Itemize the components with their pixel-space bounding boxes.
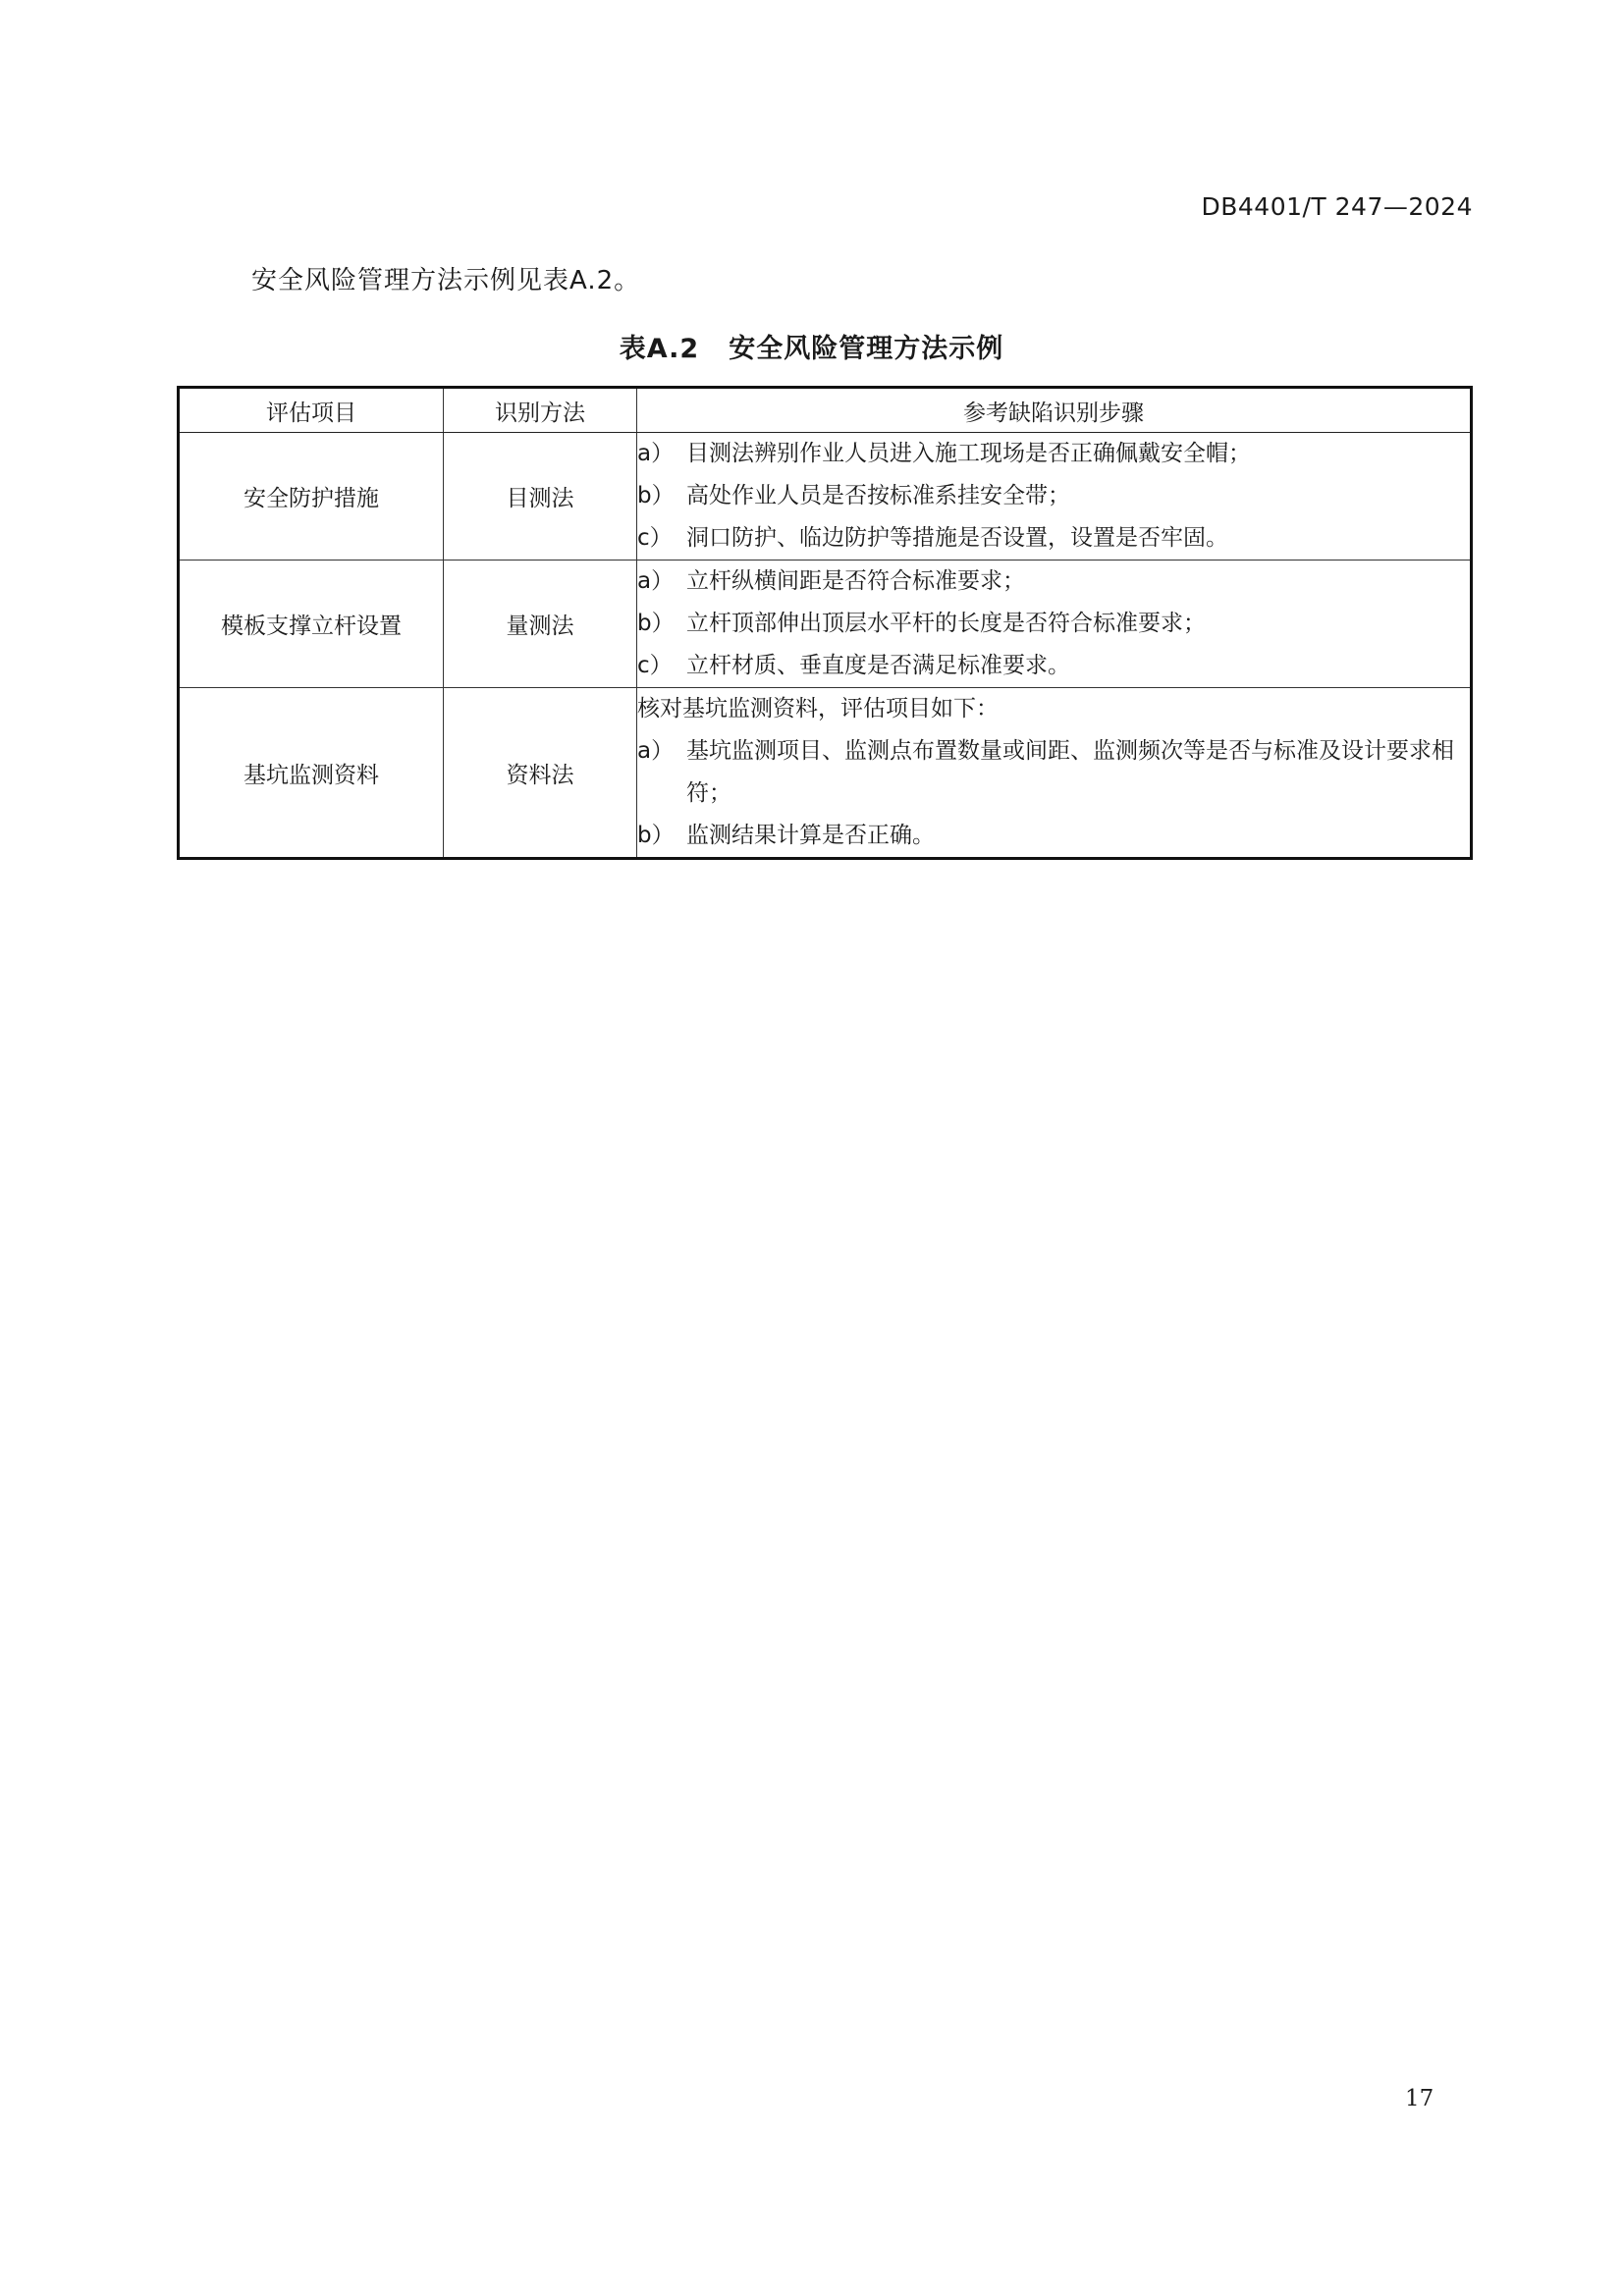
table-label: 表A.2 <box>619 334 700 364</box>
step-text: 基坑监测项目、监测点布置数量或间距、监测频次等是否与标准及设计要求相符； <box>686 738 1454 806</box>
step-letter: b） <box>637 483 675 508</box>
step-text: 监测结果计算是否正确。 <box>686 823 935 848</box>
step-text: 洞口防护、临边防护等措施是否设置，设置是否牢固。 <box>686 525 1228 551</box>
step-letter: b） <box>637 823 675 848</box>
header-method: 识别方法 <box>444 388 637 433</box>
row-steps <box>637 688 1472 859</box>
step-letter: c） <box>637 653 673 678</box>
step-line <box>637 475 1470 517</box>
table-title <box>0 327 1623 365</box>
row-steps <box>637 433 1472 561</box>
risk-method-table <box>177 386 1473 860</box>
page-number: 17 <box>1405 2086 1434 2111</box>
step-letter: a） <box>637 568 675 594</box>
table-row <box>179 561 1472 688</box>
step-letter: c） <box>637 525 673 551</box>
step-line <box>637 561 1470 603</box>
step-line <box>637 815 1470 857</box>
row-item: 模板支撑立杆设置 <box>179 561 444 688</box>
header-steps: 参考缺陷识别步骤 <box>637 388 1472 433</box>
header-item: 评估项目 <box>179 388 444 433</box>
table-row <box>179 688 1472 859</box>
row-steps <box>637 561 1472 688</box>
table-title-text: 安全风险管理方法示例 <box>729 334 1004 364</box>
step-line <box>637 433 1470 475</box>
step-line <box>637 730 1470 815</box>
step-letter: a） <box>637 738 675 764</box>
step-line <box>637 603 1470 645</box>
row-method: 量测法 <box>444 561 637 688</box>
row-item: 基坑监测资料 <box>179 688 444 859</box>
row-method: 目测法 <box>444 433 637 561</box>
document-code: DB4401/T 247—2024 <box>1201 192 1473 221</box>
step-line <box>637 517 1470 560</box>
row-item: 安全防护措施 <box>179 433 444 561</box>
step-line <box>637 645 1470 687</box>
step-text: 高处作业人员是否按标准系挂安全带； <box>686 483 1070 508</box>
step-text: 立杆材质、垂直度是否满足标准要求。 <box>686 653 1070 678</box>
step-text: 目测法辨别作业人员进入施工现场是否正确佩戴安全帽； <box>686 441 1251 466</box>
table-row <box>179 433 1472 561</box>
step-text: 立杆顶部伸出顶层水平杆的长度是否符合标准要求； <box>686 611 1206 636</box>
steps-intro: 核对基坑监测资料，评估项目如下： <box>637 696 999 721</box>
row-method: 资料法 <box>444 688 637 859</box>
step-text: 立杆纵横间距是否符合标准要求； <box>686 568 1025 594</box>
intro-paragraph: 安全风险管理方法示例见表A.2。 <box>251 266 641 295</box>
step-letter: a） <box>637 441 675 466</box>
table-header-row <box>179 388 1472 433</box>
step-letter: b） <box>637 611 675 636</box>
